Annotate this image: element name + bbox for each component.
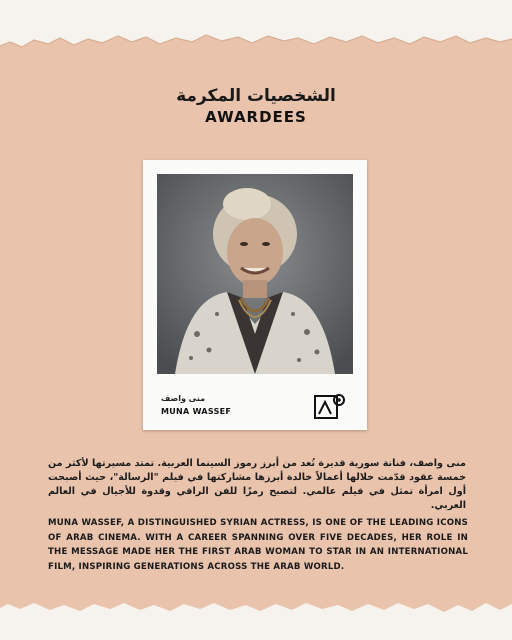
- title-arabic: الشخصيات المكرمة: [176, 86, 336, 106]
- awardee-name-english: MUNA WASSEF: [161, 407, 232, 416]
- portrait-photo: [157, 174, 353, 374]
- bio-english: MUNA WASSEF, A DISTINGUISHED SYRIAN ACTRESS, IS ONE OF THE LEADING ICONS OF ARAB CINEMA. WITH A CAREER SPANNING OVER FIVE DECADES, HER ROLE IN THE MESSAGE MADE HER THE FIRST ARAB WOMAN TO STAR IN AN INTERNATIONAL FILM, INSPIRING GENERATIONS ACROSS THE ARAB WORLD.: [48, 518, 468, 572]
- title-english: AWARDEES: [205, 108, 307, 126]
- polaroid-frame: [143, 160, 367, 430]
- bio-arabic: منى واصف، فنانة سورية قديرة تُعد من أبرز رموز السينما العربية. تمتد مسيرتها لأكثر من خمسة عقود قدّمت خلالها أعمالاً خالدة أبرزها مشاركتها في فيلم "الرسالة"، حيث أصبحت أول امرأة تمثل في فيلم عالمي. لتصبح رمزًا للفن الراقي وقدوة للأجيال في العالم العربي.: [48, 458, 466, 511]
- festival-logo-icon: [313, 392, 347, 422]
- awardee-name-arabic: منى واصف: [161, 394, 206, 403]
